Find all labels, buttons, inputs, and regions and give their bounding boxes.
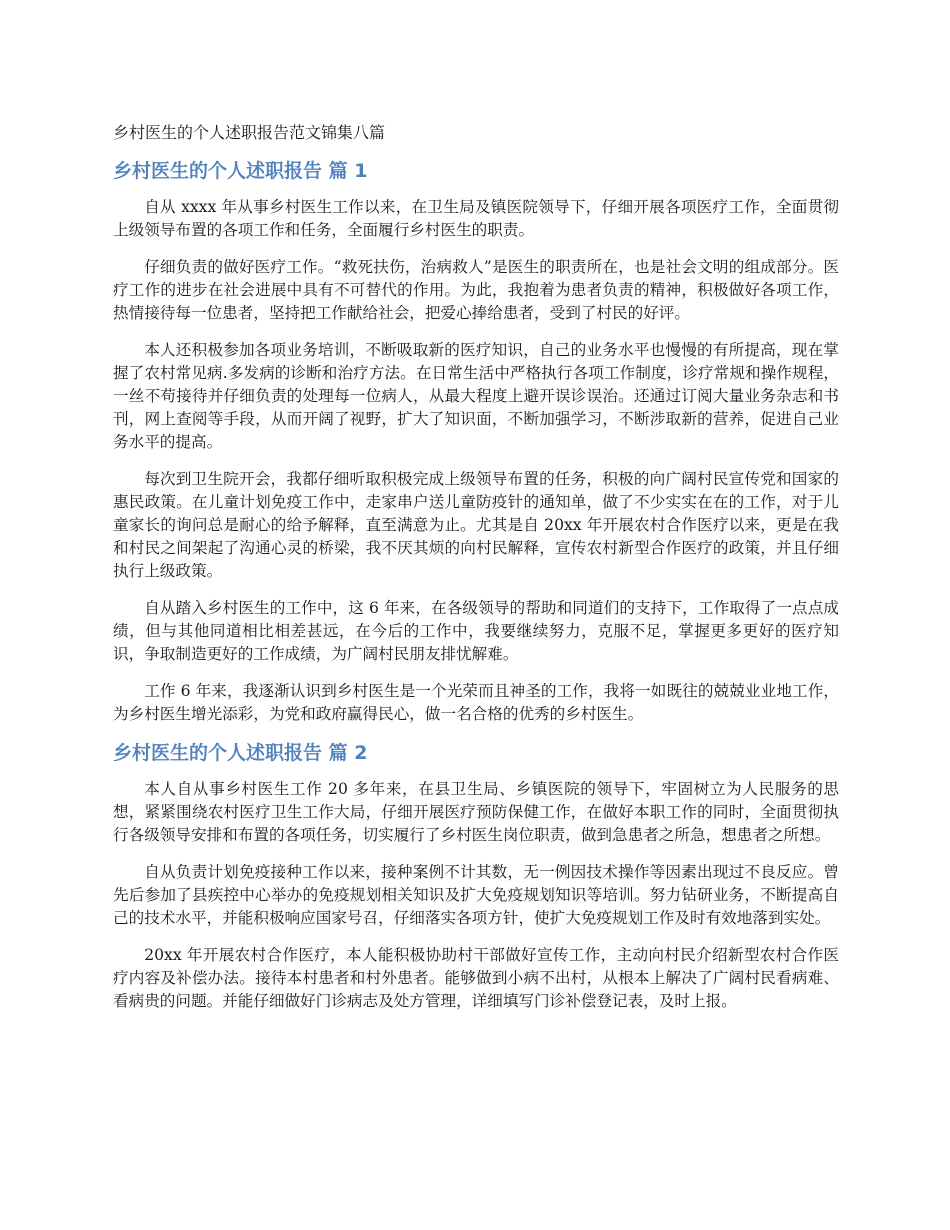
section-1 [113,158,839,726]
section-2 [113,740,839,1013]
paragraph: 自从 xxxx 年从事乡村医生工作以来，在卫生局及镇医院领导下，仔细开展各项医疗工作，全面贯彻上级领导布置的各项工作和任务，全面履行乡村医生的职责。 [113,198,839,239]
document-title: 乡村医生的个人述职报告范文锦集八篇 [113,123,386,142]
paragraph: 本人自从事乡村医生工作 20 多年来，在县卫生局、乡镇医院的领导下，牢固树立为人民服务的思想，紧紧围绕农村医疗卫生工作大局，仔细开展医疗预防保健工作，在做好本职工作的同时，全面贯彻执行各级领导安排和布置的各项任务，切实履行了乡村医生岗位职责，做到急患者之所急，想患者之所想。 [113,780,839,844]
section-heading: 乡村医生的个人述职报告 篇 2 [113,742,368,764]
section-heading: 乡村医生的个人述职报告 篇 1 [113,160,368,182]
paragraph: 工作 6 年来，我逐渐认识到乡村医生是一个光荣而且神圣的工作，我将一如既往的兢兢业业地工作，为乡村医生增光添彩，为党和政府赢得民心，做一名合格的优秀的乡村医生。 [113,682,839,723]
paragraph: 本人还积极参加各项业务培训，不断吸取新的医疗知识，自己的业务水平也慢慢的有所提高，现在掌握了农村常见病.多发病的诊断和治疗方法。在日常生活中严格执行各项工作制度，诊疗常规和操作规程，一丝不苟接待并仔细负责的处理每一位病人，从最大程度上避开误诊误治。还通过订阅大量业务杂志和书刊，网上查阅等手段，从而开阔了视野，扩大了知识面，不断加强学习，不断涉取新的营养，促进自己业务水平的提高。 [113,341,839,451]
paragraph: 自从踏入乡村医生的工作中，这 6 年来，在各级领导的帮助和同道们的支持下，工作取得了一点点成绩，但与其他同道相比相差甚远，在今后的工作中，我要继续努力，克服不足，掌握更多更好的医疗知识，争取制造更好的工作成绩，为广阔村民朋友排忧解难。 [113,599,839,663]
paragraph: 20xx 年开展农村合作医疗，本人能积极协助村干部做好宣传工作，主动向村民介绍新型农村合作医疗内容及补偿办法。接待本村患者和村外患者。能够做到小病不出村，从根本上解决了广阔村民看病难、看病贵的问题。并能仔细做好门诊病志及处方管理，详细填写门诊补偿登记表，及时上报。 [113,946,839,1010]
document-page [113,122,839,1027]
paragraph: 仔细负责的做好医疗工作。“救死扶伤，治病救人”是医生的职责所在，也是社会文明的组成部分。医疗工作的进步在社会进展中具有不可替代的作用。为此，我抱着为患者负责的精神，积极做好各项工作，热情接待每一位患者，坚持把工作献给社会，把爱心捧给患者，受到了村民的好评。 [113,258,839,322]
paragraph: 每次到卫生院开会，我都仔细听取积极完成上级领导布置的任务，积极的向广阔村民宣传党和国家的惠民政策。在儿童计划免疫工作中，走家串户送儿童防疫针的通知单，做了不少实实在在的工作，对于儿童家长的询问总是耐心的给予解释，直至满意为止。尤其是自 20xx 年开展农村合作医疗以来，更是在我和村民之间架起了沟通心灵的桥梁，我不厌其烦的向村民解释，宣传农村新型合作医疗的政策，并且仔细执行上级政策。 [113,470,839,580]
paragraph: 自从负责计划免疫接种工作以来，接种案例不计其数，无一例因技术操作等因素出现过不良反应。曾先后参加了县疾控中心举办的免疫规划相关知识及扩大免疫规划知识等培训。努力钻研业务，不断提高自己的技术水平，并能积极响应国家号召，仔细落实各项方针，使扩大免疫规划工作及时有效地落到实处。 [113,863,839,927]
